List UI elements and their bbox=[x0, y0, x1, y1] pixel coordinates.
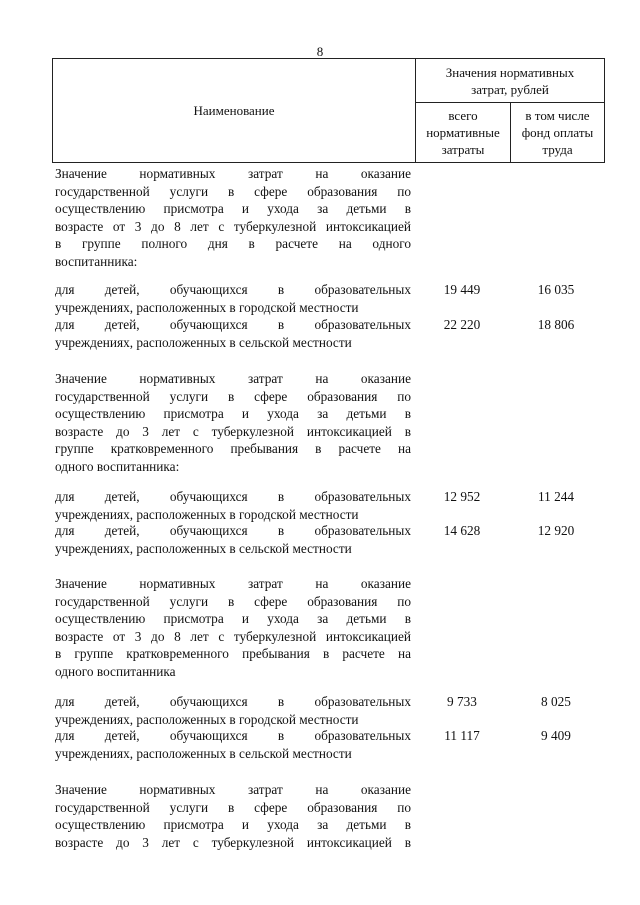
text-line: одного воспитанника bbox=[55, 663, 176, 679]
total-value: 22 220 bbox=[443, 317, 481, 332]
text-line: возрасте до 3 лет с туберкулезной интоксикацией в bbox=[55, 423, 411, 439]
row-label-line: учреждениях, расположенных в сельской местности bbox=[55, 334, 352, 350]
section-description bbox=[55, 575, 411, 680]
row-label-line: учреждениях, расположенных в сельской местности bbox=[55, 745, 352, 761]
header-total-column: всего нормативные затраты bbox=[416, 103, 511, 163]
header-values-group: Значения нормативных затрат, рублей bbox=[416, 59, 605, 103]
table-row bbox=[55, 488, 411, 523]
total-value: 14 628 bbox=[443, 523, 481, 538]
text-line: осуществлению присмотра и ухода за детьми в bbox=[55, 611, 411, 626]
text-line: Значение нормативных затрат на оказание bbox=[55, 782, 411, 797]
text-line: государственной услуги в сфере образования по bbox=[55, 183, 411, 199]
header-fund-column: в том числе фонд оплаты труда bbox=[511, 103, 605, 163]
section-description bbox=[55, 165, 411, 270]
table-row bbox=[55, 727, 411, 762]
row-label-line: для детей, обучающихся в образовательных bbox=[55, 489, 411, 504]
row-label-line: для детей, обучающихся в образовательных bbox=[55, 282, 411, 297]
text-line: в группе кратковременного пребывания в расчете на bbox=[55, 646, 411, 661]
row-label-line: учреждениях, расположенных в городской местности bbox=[55, 506, 359, 522]
page-number: 8 bbox=[316, 44, 324, 59]
text-line: государственной услуги в сфере образования по bbox=[55, 388, 411, 404]
text-line: Значение нормативных затрат на оказание bbox=[55, 166, 411, 181]
text-line: осуществлению присмотра и ухода за детьми в bbox=[55, 201, 411, 216]
text-line: одного воспитанника: bbox=[55, 458, 180, 474]
text-line: государственной услуги в сфере образования по bbox=[55, 799, 411, 815]
total-value: 11 117 bbox=[444, 728, 480, 743]
total-value: 9 733 bbox=[447, 694, 477, 709]
text-line: осуществлению присмотра и ухода за детьми в bbox=[55, 406, 411, 421]
text-line: в группе полного дня в расчете на одного bbox=[55, 236, 411, 251]
row-label-line: для детей, обучающихся в образовательных bbox=[55, 694, 411, 709]
row-label-line: учреждениях, расположенных в городской местности bbox=[55, 299, 359, 315]
table-row bbox=[55, 522, 411, 557]
header-name-column: Наименование bbox=[53, 59, 416, 163]
row-label-line: учреждениях, расположенных в сельской местности bbox=[55, 540, 352, 556]
row-label-line: для детей, обучающихся в образовательных bbox=[55, 523, 411, 538]
text-line: Значение нормативных затрат на оказание bbox=[55, 576, 411, 591]
row-label-line: для детей, обучающихся в образовательных bbox=[55, 728, 411, 743]
fund-value: 11 244 bbox=[537, 489, 575, 504]
text-line: осуществлению присмотра и ухода за детьми в bbox=[55, 817, 411, 832]
section-description bbox=[55, 781, 411, 851]
text-line: воспитанника: bbox=[55, 253, 138, 269]
text-line: группе кратковременного пребывания в расчете на bbox=[55, 441, 411, 456]
fund-value: 16 035 bbox=[537, 282, 575, 297]
text-line: Значение нормативных затрат на оказание bbox=[55, 371, 411, 386]
total-value: 12 952 bbox=[443, 489, 481, 504]
table-row bbox=[55, 316, 411, 351]
table-row bbox=[55, 281, 411, 316]
fund-value: 8 025 bbox=[541, 694, 571, 709]
section-description bbox=[55, 370, 411, 475]
fund-value: 9 409 bbox=[541, 728, 571, 743]
fund-value: 12 920 bbox=[537, 523, 575, 538]
table-header bbox=[52, 58, 605, 163]
text-line: государственной услуги в сфере образования по bbox=[55, 593, 411, 609]
total-value: 19 449 bbox=[443, 282, 481, 297]
fund-value: 18 806 bbox=[537, 317, 575, 332]
text-line: возрасте от 3 до 8 лет с туберкулезной интоксикацией bbox=[55, 218, 411, 234]
row-label-line: учреждениях, расположенных в городской местности bbox=[55, 711, 359, 727]
text-line: возрасте от 3 до 8 лет с туберкулезной интоксикацией bbox=[55, 628, 411, 644]
row-label-line: для детей, обучающихся в образовательных bbox=[55, 317, 411, 332]
text-line: возрасте до 3 лет с туберкулезной интоксикацией в bbox=[55, 834, 411, 850]
table-row bbox=[55, 693, 411, 728]
